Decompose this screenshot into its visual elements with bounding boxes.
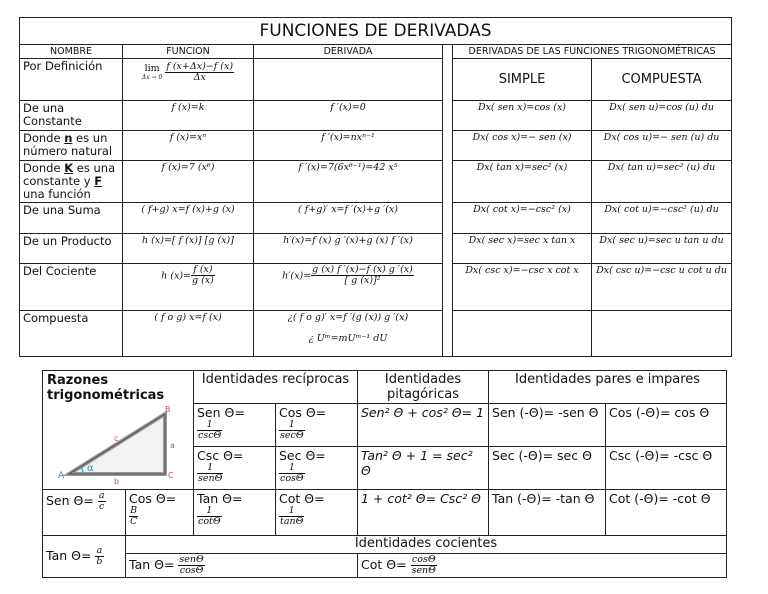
deriv-compuesta: ¿( f o g)′ x=f ′(g (x)) g ′(x) ¿ Uᵐ=mUᵐ⁻¹ dU xyxy=(254,310,443,356)
sec-reciproca: Sec Θ= $\frac{1}{\cos\Theta}$ xyxy=(276,447,358,490)
trig-comp-csc: Dx( csc u)=−csc u cot u du xyxy=(592,263,732,310)
pitagorica-1: Sen² Θ + cos² Θ= 1 xyxy=(358,404,489,447)
deriv-cociente: h′(x)= $\frac{g (x) f '(x)-f (x) g '(x)}{\text{[ g (x)]²}}$ xyxy=(254,263,443,310)
func-suma: ( f+g) x=f (x)+g (x) xyxy=(123,203,254,233)
vertex-a: A xyxy=(58,471,65,481)
func-definicion: lim Δx → 0 $\frac{f (x+\Delta x)-f (x)}{\Delta x}$ xyxy=(123,59,254,101)
header-cocientes: Identidades cocientes xyxy=(126,536,727,554)
func-cociente: h (x)= $\frac{f (x)}{g (x)}$ xyxy=(123,263,254,310)
trig-comp-empty xyxy=(592,310,732,356)
trig-simple-sec: Dx( sec x)=sec x tan x xyxy=(453,233,592,263)
cot-cociente: Cot Θ= $\frac{\cos\Theta}{\text{senΘ}}$ xyxy=(358,554,727,578)
row-name-cociente: Del Cociente xyxy=(20,263,123,310)
par-cos: Cos (-Θ)= cos Θ xyxy=(606,404,727,447)
par-csc: Csc (-Θ)= -csc Θ xyxy=(606,447,727,490)
right-triangle-diagram xyxy=(47,404,187,484)
trig-comp-cos: Dx( cos u)=− sen (u) du xyxy=(592,131,732,161)
row-name-suma: De una Suma xyxy=(20,203,123,233)
deriv-k: f ′(x)=7(6x⁶⁻¹)=42 x⁵ xyxy=(254,161,443,203)
header-reciprocas: Identidades recíprocas xyxy=(194,371,358,404)
page-title: FUNCIONES DE DERIVADAS xyxy=(20,18,732,45)
razones-cell xyxy=(43,371,194,490)
deriv-natural: f ′(x)=nxⁿ⁻¹ xyxy=(254,131,443,161)
header-pares-impares: Identidades pares e impares xyxy=(489,371,727,404)
header-trig: DERIVADAS DE LAS FUNCIONES TRIGONOMÉTRICAS xyxy=(453,45,732,59)
par-sec: Sec (-Θ)= sec Θ xyxy=(489,447,606,490)
header-compuesta: COMPUESTA xyxy=(592,59,732,101)
row-name-constante: De una Constante xyxy=(20,101,123,131)
header-funcion: FUNCION xyxy=(123,45,254,59)
par-sen: Sen (-Θ)= -sen Θ xyxy=(489,404,606,447)
cos-reciproca: Cos Θ= $\frac{1}{\sec\Theta}$ xyxy=(276,404,358,447)
deriv-suma: ( f+g)′ x=f ′(x)+g ′(x) xyxy=(254,203,443,233)
tan-cociente: Tan Θ= $\frac{\text{senΘ}}{\cos\Theta}$ xyxy=(126,554,358,578)
cos-definicion: Cos Θ= $\frac{B}{C}$ xyxy=(126,490,194,536)
func-k: f (x)=7 (x⁶) xyxy=(123,161,254,203)
tan-reciproca: Tan Θ= $\frac{1}{\cot\Theta}$ xyxy=(194,490,276,536)
trig-simple-cos: Dx( cos x)=− sen (x) xyxy=(453,131,592,161)
trig-identities-table xyxy=(42,370,727,578)
tan-definicion: Tan Θ= $\frac{a}{b}$ xyxy=(43,536,126,578)
par-cot: Cot (-Θ)= -cot Θ xyxy=(606,490,727,536)
header-pitagoricas: Identidades pitagóricas xyxy=(358,371,489,404)
trig-comp-sen: Dx( sen u)=cos (u) du xyxy=(592,101,732,131)
csc-reciproca: Csc Θ= $\frac{1}{\text{senΘ}}$ xyxy=(194,447,276,490)
row-name-compuesta: Compuesta xyxy=(20,310,123,356)
sen-reciproca: Sen Θ= $\frac{1}{\csc\Theta}$ xyxy=(194,404,276,447)
trig-comp-cot: Dx( cot u)=−csc² (u) du xyxy=(592,203,732,233)
razones-title: Razones trigonométricas xyxy=(47,373,165,403)
trig-simple-sen: Dx( sen x)=cos (x) xyxy=(453,101,592,131)
vertex-b: B xyxy=(165,405,171,414)
trig-simple-tan: Dx( tan x)=sec² (x) xyxy=(453,161,592,203)
spacer-column xyxy=(443,45,453,357)
trig-comp-tan: Dx( tan u)=sec² (u) du xyxy=(592,161,732,203)
alpha-label: α xyxy=(87,463,94,474)
header-nombre: NOMBRE xyxy=(20,45,123,59)
sen-definicion: Sen Θ= $\frac{a}{c}$ xyxy=(43,490,126,536)
deriv-definicion xyxy=(254,59,443,101)
deriv-constante: f ′(x)=0 xyxy=(254,101,443,131)
trig-simple-cot: Dx( cot x)=−csc² (x) xyxy=(453,203,592,233)
side-c: c xyxy=(114,434,119,443)
derivatives-table xyxy=(19,17,732,357)
side-a: a xyxy=(170,441,175,450)
par-tan: Tan (-Θ)= -tan Θ xyxy=(489,490,606,536)
pitagorica-2: Tan² Θ + 1 = sec² Θ xyxy=(358,447,489,490)
trig-comp-sec: Dx( sec u)=sec u tan u du xyxy=(592,233,732,263)
row-name-producto: De un Producto xyxy=(20,233,123,263)
row-name-definicion: Por Definición xyxy=(20,59,123,101)
header-simple: SIMPLE xyxy=(453,59,592,101)
func-producto: h (x)=[ f (x)] [g (x)] xyxy=(123,233,254,263)
func-compuesta: ( f o g) x=f (x) xyxy=(123,310,254,356)
pitagorica-3: 1 + cot² Θ= Csc² Θ xyxy=(358,490,489,536)
deriv-producto: h′(x)=f (x) g ′(x)+g (x) f ′(x) xyxy=(254,233,443,263)
func-constante: f (x)=k xyxy=(123,101,254,131)
cot-reciproca: Cot Θ= $\frac{1}{\tan\Theta}$ xyxy=(276,490,358,536)
row-name-k-constante: Donde K es una constante y F una función xyxy=(20,161,123,203)
header-derivada: DERIVADA xyxy=(254,45,443,59)
trig-simple-empty xyxy=(453,310,592,356)
trig-simple-csc: Dx( csc x)=−csc x cot x xyxy=(453,263,592,310)
vertex-c: C xyxy=(168,471,174,480)
func-natural: f (x)=xⁿ xyxy=(123,131,254,161)
row-name-natural: Donde n es un número natural xyxy=(20,131,123,161)
side-b: b xyxy=(114,477,120,484)
